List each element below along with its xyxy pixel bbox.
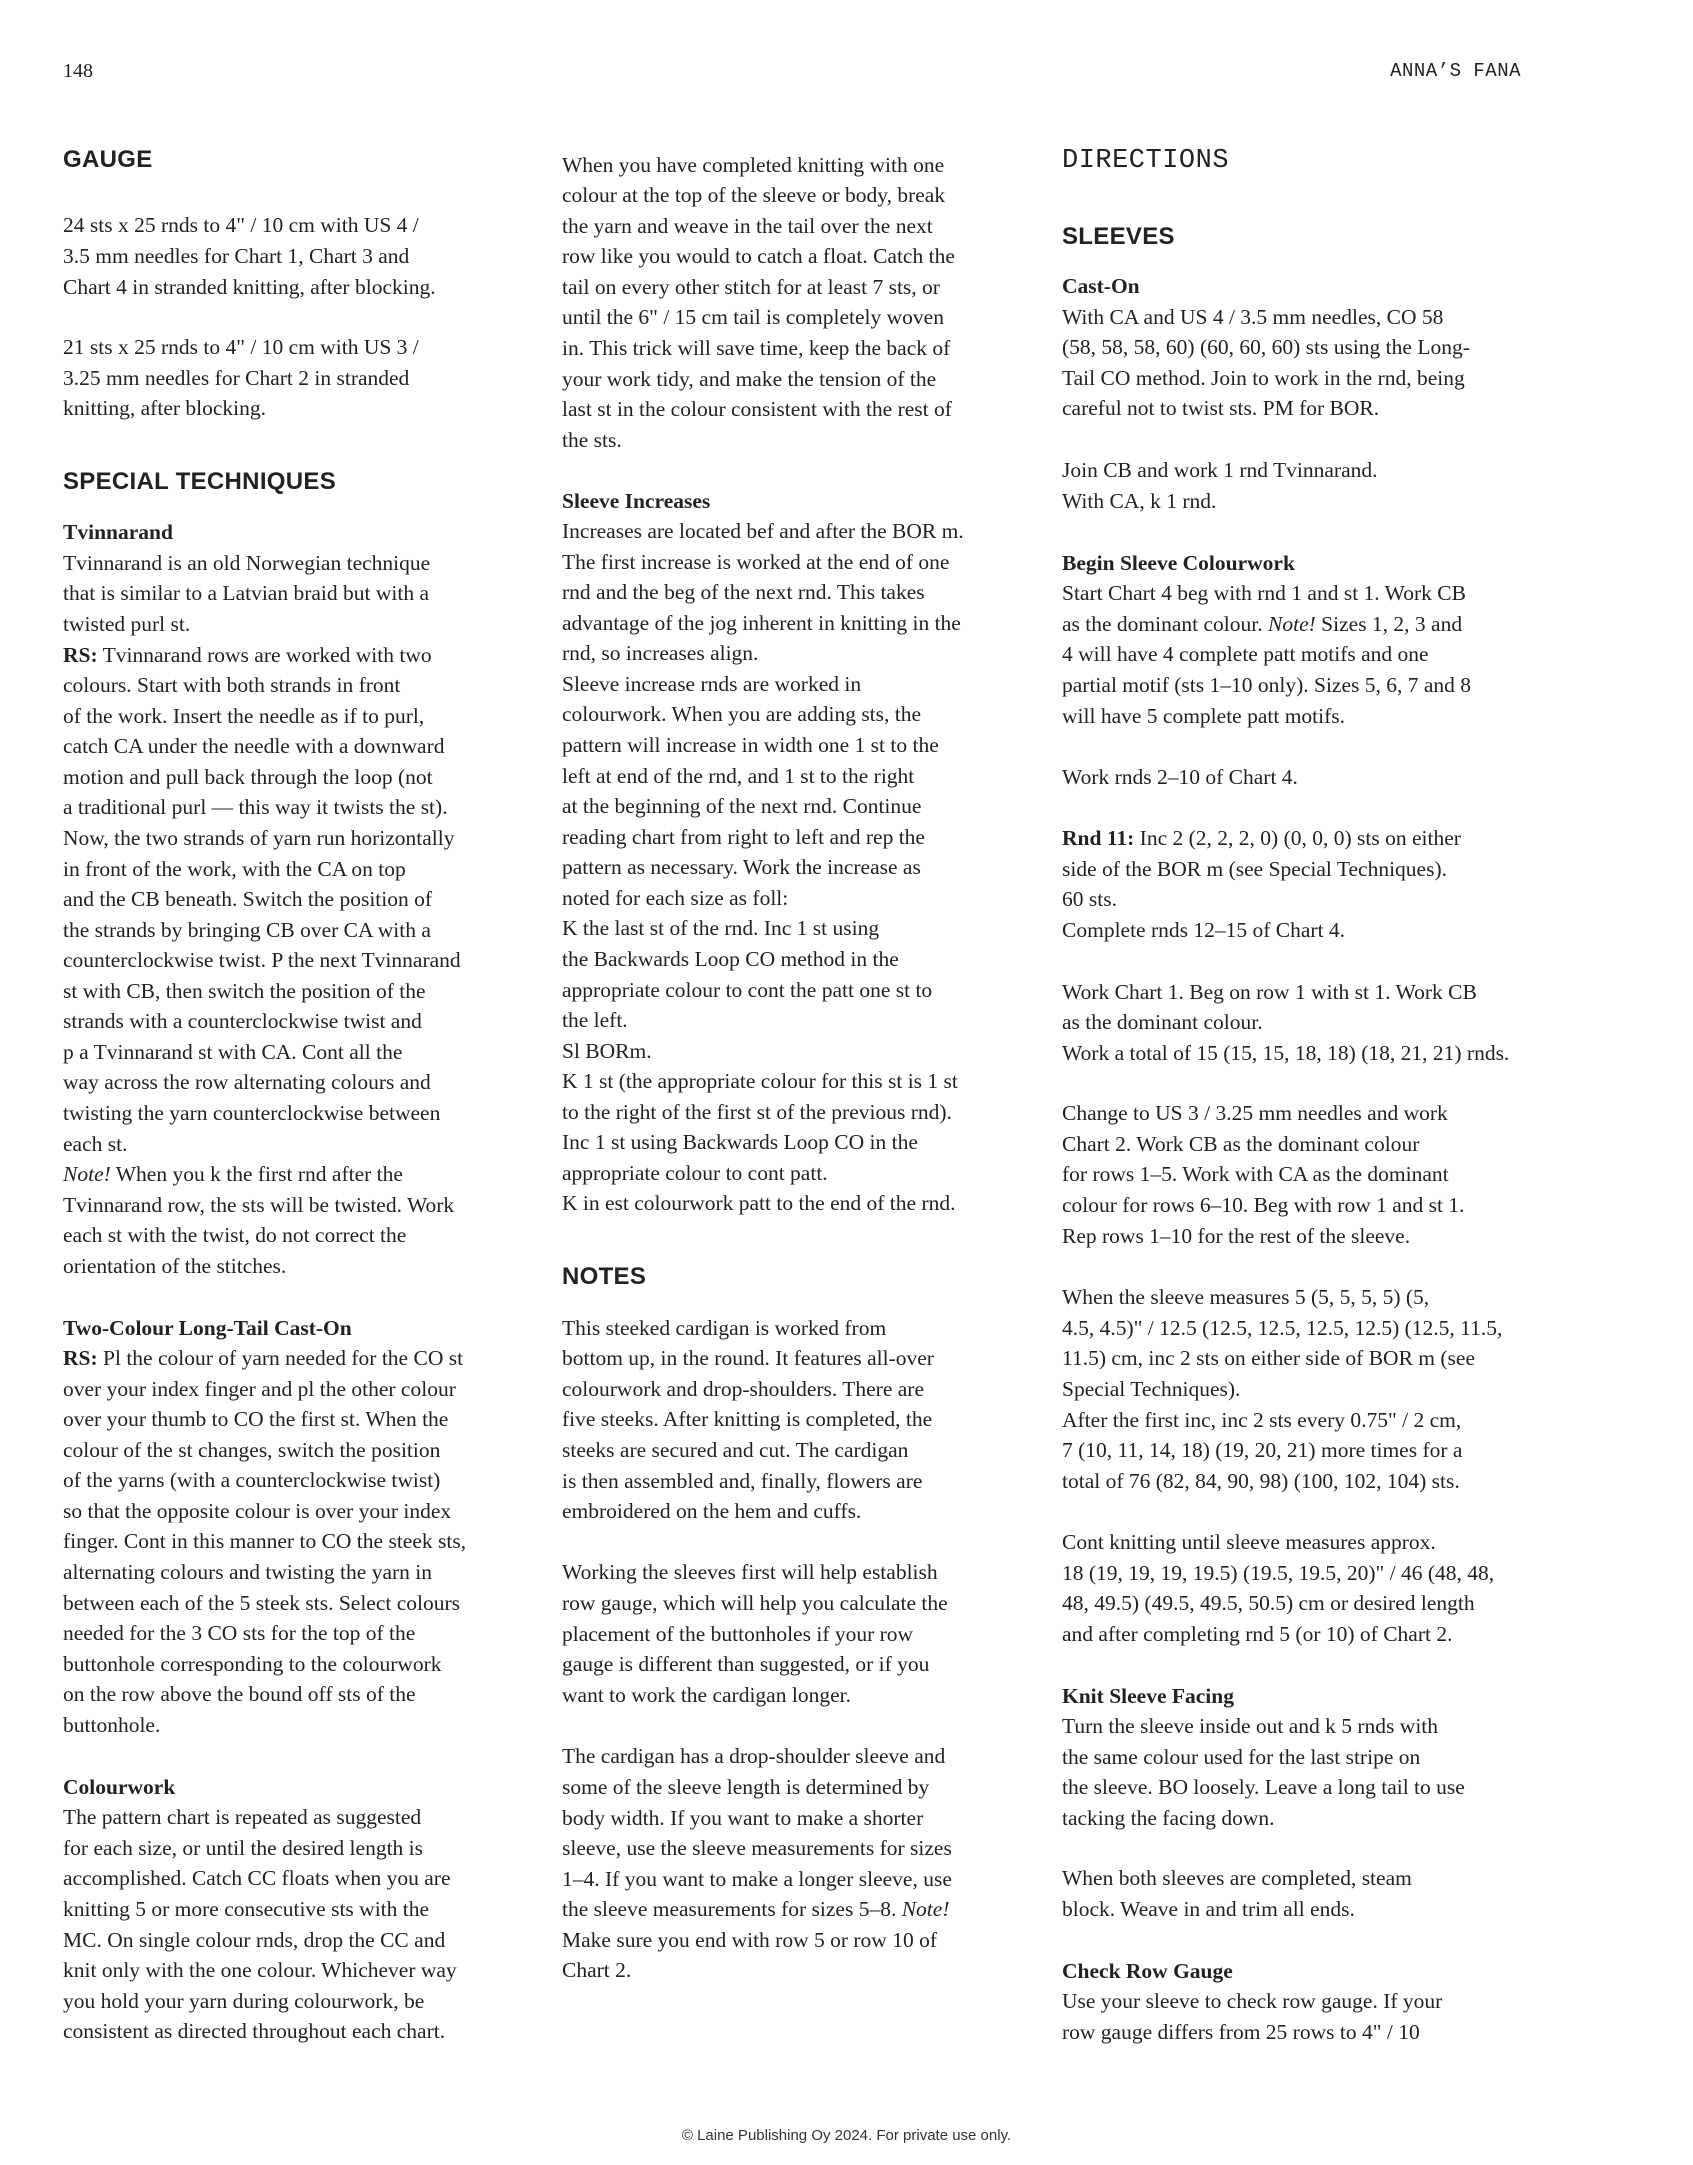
body-text-line: K in est colourwork patt to the end of the rnd. (562, 1191, 956, 1216)
body-text-line: Complete rnds 12–15 of Chart 4. (1062, 917, 1346, 942)
body-text-line: and the CB beneath. Switch the position of (63, 887, 433, 912)
bold-label: RS: (63, 1346, 98, 1371)
body-text-line: 48, 49.5) (49.5, 49.5, 50.5) cm or desired length (1062, 1591, 1475, 1616)
body-text-line: colourwork and drop-shoulders. There are (562, 1376, 924, 1401)
note-label: Note! (901, 1897, 950, 1922)
text: Tvinnarand rows are worked with two (97, 642, 432, 667)
body-text-line: for rows 1–5. Work with CA as the dominant (1062, 1162, 1449, 1187)
body-text-line: colour for rows 6–10. Beg with row 1 and st 1. (1062, 1193, 1465, 1217)
body-text-line: buttonhole corresponding to the colourwork (63, 1651, 442, 1676)
body-text-line: When the sleeve measures 5 (5, 5, 5, 5) (5, (1062, 1285, 1430, 1310)
body-text-line: orientation of the stitches. (63, 1253, 287, 1278)
subheading: Cast-On (1062, 274, 1140, 299)
body-text-line: and after completing rnd 5 (or 10) of Chart 2. (1062, 1621, 1453, 1646)
body-text-line: The pattern chart is repeated as suggested (63, 1805, 422, 1830)
body-text-line: The cardigan has a drop-shoulder sleeve and (562, 1744, 946, 1769)
body-text-line: placement of the buttonholes if your row (562, 1621, 914, 1646)
body-text-line: Work Chart 1. Beg on row 1 with st 1. Work CB (1062, 979, 1477, 1004)
body-text-line: Special Techniques). (1062, 1376, 1241, 1401)
section-heading: SPECIAL TECHNIQUES (63, 468, 336, 496)
body-text-line: Chart 2. (562, 1958, 632, 1983)
body-text-line: Chart 2. Work CB as the dominant colour (1062, 1131, 1420, 1156)
body-text-line: st with CB, then switch the position of the (63, 978, 426, 1003)
body-text-line: the sleeve. BO loosely. Leave a long tail to use (1062, 1775, 1465, 1800)
body-text-line: noted for each size as foll: (562, 885, 789, 910)
body-text-line: Sleeve increase rnds are worked in (562, 671, 862, 696)
body-text-line: With CA and US 4 / 3.5 mm needles, CO 58 (1062, 304, 1444, 329)
body-text-line: needed for the 3 CO sts for the top of the (63, 1621, 416, 1646)
text: When you k the first rnd after the (110, 1162, 403, 1187)
body-text-line: over your index finger and pl the other colour (63, 1376, 456, 1401)
body-text-line: five steeks. After knitting is completed, the (562, 1407, 933, 1432)
body-text-line: 18 (19, 19, 19, 19.5) (19.5, 19.5, 20)" / 46 (48, 48, (1062, 1560, 1495, 1585)
body-text-line: knitting 5 or more consecutive sts with the (63, 1896, 430, 1921)
body-text-line: Start Chart 4 beg with rnd 1 and st 1. Work CB (1062, 581, 1466, 606)
body-text-line: Rep rows 1–10 for the rest of the sleeve. (1062, 1223, 1411, 1248)
section-heading: NOTES (562, 1263, 647, 1291)
body-text-line: want to work the cardigan longer. (562, 1682, 851, 1707)
body-text-line: Turn the sleeve inside out and k 5 rnds with (1062, 1713, 1439, 1738)
text: Inc 2 (2, 2, 2, 0) (0, 0, 0) sts on either (1134, 826, 1461, 851)
body-text-line: Increases are located bef and after the BOR m. (562, 519, 964, 544)
body-text-line: finger. Cont in this manner to CO the steek sts, (63, 1529, 467, 1554)
body-text-line: alternating colours and twisting the yarn in (63, 1560, 432, 1585)
body-text-line: each st with the twist, do not correct the (63, 1223, 407, 1248)
body-text-line (63, 640, 432, 670)
body-text-line: Join CB and work 1 rnd Tvinnarand. (1062, 458, 1378, 483)
body-text-line: Use your sleeve to check row gauge. If your (1062, 1989, 1443, 2014)
body-text-line: Tvinnarand row, the sts will be twisted. Work (63, 1192, 455, 1217)
bold-label: RS: (63, 642, 98, 667)
body-text-line: p a Tvinnarand st with CA. Cont all the (63, 1039, 403, 1064)
body-text-line: row like you would to catch a float. Catch the (562, 244, 955, 269)
body-text-line: pattern will increase in width one 1 st to the (562, 733, 939, 758)
text: the sleeve measurements for sizes 5–8. (562, 1897, 902, 1922)
bold-label: Rnd 11: (1062, 826, 1135, 851)
text: Sizes 1, 2, 3 and (1315, 611, 1463, 636)
body-text-line: 21 sts x 25 rnds to 4" / 10 cm with US 3 / (63, 335, 419, 360)
body-text-line: Change to US 3 / 3.25 mm needles and work (1062, 1101, 1448, 1126)
body-text-line: appropriate colour to cont the patt one st to (562, 977, 933, 1002)
subheading: Colourwork (63, 1774, 176, 1799)
body-text-line: row gauge differs from 25 rows to 4" / 10 (1062, 2019, 1420, 2044)
subheading: Begin Sleeve Colourwork (1062, 550, 1295, 575)
body-text-line: colours. Start with both strands in front (63, 673, 401, 698)
body-text-line: 1–4. If you want to make a longer sleeve, use (562, 1866, 952, 1891)
section-heading: SLEEVES (1062, 223, 1175, 251)
body-text-line: pattern as necessary. Work the increase as (562, 855, 921, 880)
body-text-line: sleeve, use the sleeve measurements for sizes (562, 1836, 952, 1861)
body-text-line (63, 1343, 463, 1373)
body-text-line: MC. On single colour rnds, drop the CC and (63, 1927, 446, 1952)
body-text-line: side of the BOR m (see Special Techniques). (1062, 856, 1448, 881)
body-text-line: twisted purl st. (63, 612, 191, 636)
body-text-line: the yarn and weave in the tail over the next (562, 213, 933, 238)
body-text-line: in front of the work, with the CA on top (63, 856, 406, 881)
body-text-line (1062, 609, 1462, 639)
body-text-line: knit only with the one colour. Whichever way (63, 1958, 457, 1983)
body-text-line: body width. If you want to make a shorter (562, 1805, 924, 1830)
body-text-line: Inc 1 st using Backwards Loop CO in the (562, 1130, 918, 1155)
body-text-line: a traditional purl — this way it twists the st). (63, 795, 448, 820)
body-text-line: 60 sts. (1062, 887, 1117, 912)
body-text-line: This steeked cardigan is worked from (562, 1315, 887, 1340)
body-text-line: left at end of the rnd, and 1 st to the right (562, 763, 915, 788)
body-text-line: so that the opposite colour is over your index (63, 1498, 452, 1523)
body-text-line: rnd, so increases align. (562, 641, 759, 666)
body-text-line: 24 sts x 25 rnds to 4" / 10 cm with US 4 / (63, 213, 419, 238)
body-text-line: is then assembled and, finally, flowers are (562, 1468, 923, 1493)
text: Pl the colour of yarn needed for the CO st (97, 1346, 464, 1371)
body-text-line: With CA, k 1 rnd. (1062, 488, 1217, 513)
body-text-line: When you have completed knitting with one (562, 152, 945, 177)
body-text-line: rnd and the beg of the next rnd. This takes (562, 580, 925, 605)
body-text-line: Cont knitting until sleeve measures approx. (1062, 1530, 1436, 1555)
body-text-line: After the first inc, inc 2 sts every 0.75" / 2 cm, (1062, 1407, 1462, 1432)
body-text-line: 3.5 mm needles for Chart 1, Chart 3 and (63, 243, 410, 268)
body-text-line: at the beginning of the next rnd. Continue (562, 794, 922, 819)
body-text-line: twisting the yarn counterclockwise between (63, 1101, 441, 1126)
body-text-line: in. This trick will save time, keep the back of (562, 335, 951, 360)
body-text-line: Now, the two strands of yarn run horizontally (63, 825, 455, 850)
subheading: Sleeve Increases (562, 488, 711, 513)
text: as the dominant colour. (1062, 611, 1269, 636)
body-text-line: colour at the top of the sleeve or body, break (562, 183, 946, 208)
body-text-line: the strands by bringing CB over CA with a (63, 917, 431, 942)
body-text-line: accomplished. Catch CC floats when you are (63, 1866, 451, 1891)
body-text-line: to the right of the first st of the previous rnd). (562, 1099, 952, 1124)
body-text-line: consistent as directed throughout each chart. (63, 2019, 446, 2044)
body-text-line: counterclockwise twist. P the next Tvinnarand (63, 948, 461, 973)
body-text-line: until the 6" / 15 cm tail is completely woven (562, 305, 944, 330)
body-text-line: Sl BORm. (562, 1038, 652, 1063)
body-text-line: of the yarns (with a counterclockwise twist) (63, 1468, 441, 1493)
body-text-line: bottom up, in the round. It features all-over (562, 1346, 934, 1371)
body-text-line: partial motif (sts 1–10 only). Sizes 5, 6, 7 and 8 (1062, 672, 1472, 697)
body-text-line: the Backwards Loop CO method in the (562, 946, 899, 971)
body-text-line: tacking the facing down. (1062, 1805, 1275, 1830)
body-text-line: way across the row alternating colours and (63, 1070, 431, 1095)
body-text-line: you hold your yarn during colourwork, be (63, 1988, 425, 2013)
body-text-line: that is similar to a Latvian braid but with a (63, 581, 430, 606)
body-text-line: the same colour used for the last stripe on (1062, 1744, 1421, 1769)
body-text-line: 4 will have 4 complete patt motifs and one (1062, 642, 1429, 667)
copyright-footer: © Laine Publishing Oy 2024. For private use only. (681, 2127, 1012, 2144)
body-text-line (63, 1159, 403, 1189)
body-text-line: (58, 58, 58, 60) (60, 60, 60) sts using the Long- (1062, 335, 1470, 360)
body-text-line: the left. (562, 1008, 628, 1033)
body-text-line: colourwork. When you are adding sts, the (562, 702, 922, 727)
body-text-line: When both sleeves are completed, steam (1062, 1866, 1412, 1891)
body-text-line: some of the sleeve length is determined by (562, 1774, 930, 1799)
body-text-line: motion and pull back through the loop (not (63, 764, 433, 789)
body-text-line: The first increase is worked at the end of one (562, 549, 950, 574)
body-text-line: buttonhole. (63, 1712, 161, 1737)
body-text-line: of the work. Insert the needle as if to purl, (63, 703, 425, 728)
subheading: Check Row Gauge (1062, 1958, 1233, 1983)
body-text-line: appropriate colour to cont patt. (562, 1160, 828, 1185)
section-heading: DIRECTIONS (1062, 146, 1230, 177)
body-text-line: 3.25 mm needles for Chart 2 in stranded (63, 365, 410, 390)
body-text-line: strands with a counterclockwise twist and (63, 1009, 422, 1034)
body-text-line: Work a total of 15 (15, 15, 18, 18) (18, 21, 21) rnds. (1062, 1040, 1510, 1065)
body-text-line: Make sure you end with row 5 or row 10 of (562, 1927, 937, 1952)
body-text-line: 7 (10, 11, 14, 18) (19, 20, 21) more times for a (1062, 1438, 1463, 1463)
note-label: Note! (63, 1162, 111, 1187)
body-text-line: reading chart from right to left and rep the (562, 824, 925, 849)
subheading: Two-Colour Long-Tail Cast-On (63, 1315, 352, 1340)
body-text-line: 4.5, 4.5)" / 12.5 (12.5, 12.5, 12.5, 12.5) (12.5, 11.5, (1062, 1315, 1503, 1340)
body-text-line: on the row above the bound off sts of the (63, 1682, 416, 1707)
running-title: ANNA’S FANA (1390, 60, 1521, 82)
body-text-line: will have 5 complete patt motifs. (1062, 703, 1346, 728)
body-text-line (1062, 823, 1461, 853)
body-text-line: advantage of the jog inherent in knitting in the (562, 610, 961, 635)
body-text-line: Working the sleeves first will help establish (562, 1560, 938, 1585)
body-text-line: 11.5) cm, inc 2 sts on either side of BOR m (see (1062, 1346, 1476, 1371)
body-text-line: for each size, or until the desired length is (63, 1835, 424, 1860)
body-text-line: careful not to twist sts. PM for BOR. (1062, 396, 1380, 421)
body-text-line: Chart 4 in stranded knitting, after blocking. (63, 274, 436, 299)
page-number: 148 (63, 60, 93, 82)
body-text-line: each st. (63, 1131, 128, 1156)
body-text-line: your work tidy, and make the tension of the (562, 366, 937, 391)
body-text-line: K 1 st (the appropriate colour for this st is 1 st (562, 1069, 958, 1094)
body-text-line: steeks are secured and cut. The cardigan (562, 1437, 909, 1462)
body-text-line: as the dominant colour. (1062, 1010, 1263, 1035)
section-heading: GAUGE (63, 145, 153, 173)
body-text-line (562, 1894, 950, 1924)
body-text-line: tail on every other stitch for at least 7 sts, or (562, 274, 940, 299)
body-text-line: Tail CO method. Join to work in the rnd, being (1062, 365, 1465, 390)
body-text-line: Tvinnarand is an old Norwegian technique (63, 550, 431, 575)
body-text-line: K the last st of the rnd. Inc 1 st using (562, 916, 880, 941)
body-text-line: Work rnds 2–10 of Chart 4. (1062, 765, 1298, 790)
body-text-line: row gauge, which will help you calculate the (562, 1591, 948, 1616)
body-text-line: over your thumb to CO the first st. When the (63, 1407, 449, 1432)
body-text-line: gauge is different than suggested, or if you (562, 1652, 930, 1677)
subheading: Tvinnarand (63, 520, 173, 545)
subheading: Knit Sleeve Facing (1062, 1683, 1234, 1708)
body-text-line: colour of the st changes, switch the position (63, 1437, 441, 1462)
note-label: Note! (1268, 611, 1316, 636)
body-text-line: embroidered on the hem and cuffs. (562, 1499, 862, 1524)
body-text-line: catch CA under the needle with a downward (63, 734, 445, 759)
body-text-line: total of 76 (82, 84, 90, 98) (100, 102, 104) sts. (1062, 1468, 1460, 1493)
body-text-line: last st in the colour consistent with the rest of (562, 397, 952, 422)
body-text-line: between each of the 5 steek sts. Select colours (63, 1590, 461, 1615)
body-text-line: the sts. (562, 427, 622, 452)
body-text-line: knitting, after blocking. (63, 396, 267, 421)
body-text-line: block. Weave in and trim all ends. (1062, 1896, 1355, 1921)
